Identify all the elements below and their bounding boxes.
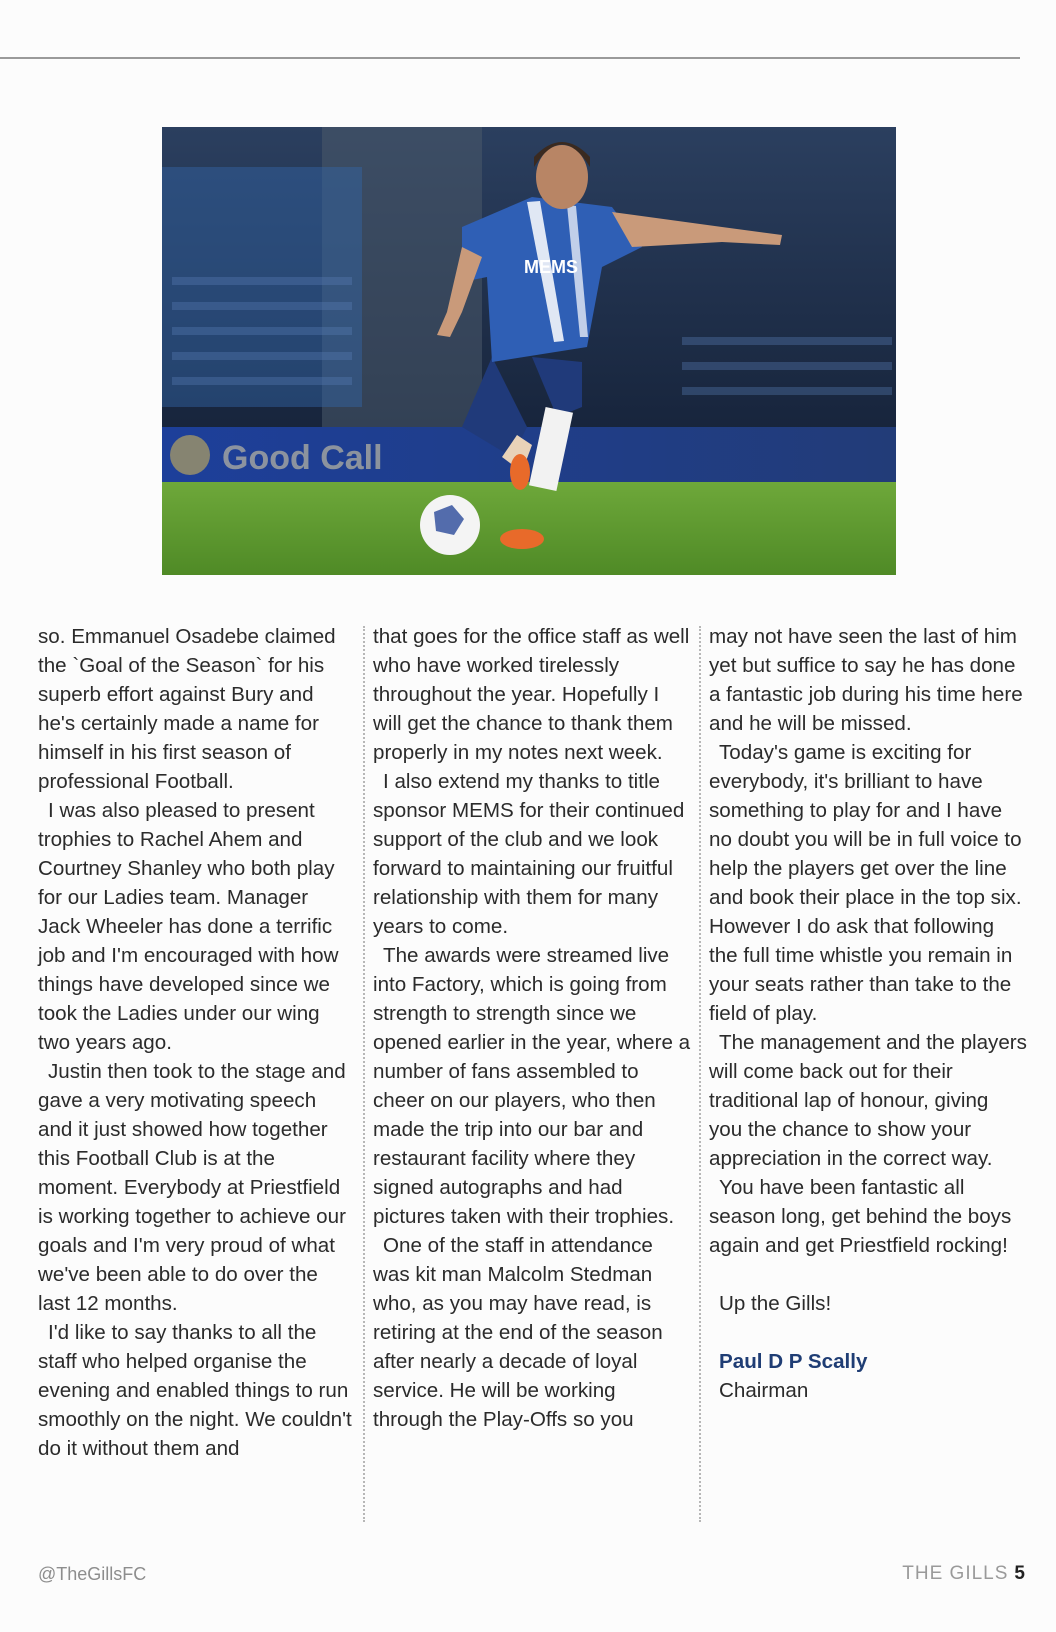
footer-twitter-handle: @TheGillsFC	[38, 1564, 147, 1584]
signoff: Up the Gills!	[719, 1292, 832, 1315]
paragraph: The awards were streamed live into Factory, which is going from strength to strength since we opened earlier in the year, where a number of fans assembled to cheer on our players, who then made the trip into our bar and restaurant facility where they signed autographs and had pictures taken with their trophies.	[373, 944, 691, 1228]
article-photo	[162, 127, 896, 575]
top-rule	[0, 57, 1020, 59]
column-1	[38, 622, 354, 1463]
signature-name: Paul D P Scally	[719, 1350, 868, 1373]
column-divider	[363, 626, 365, 1522]
paragraph: I also extend my thanks to title sponsor MEMS for their continued support of the club and we look forward to maintaining our fruitful relationship with them for many years to come.	[373, 770, 685, 938]
paragraph: that goes for the office staff as well who have worked tirelessly throughout the year. Hopefully I will get the chance to thank them properly in my notes next week.	[373, 625, 690, 764]
page-number: 5	[1014, 1563, 1026, 1584]
footer-folio	[902, 1563, 1026, 1585]
signature-block	[709, 1347, 1027, 1405]
paragraph: I'd like to say thanks to all the staff who helped organise the evening and enabled things to run smoothly on the night. We couldn't do it without them and	[38, 1321, 352, 1460]
column-2	[373, 622, 691, 1434]
article-body	[38, 622, 1028, 1522]
shirt-sponsor: MEMS	[524, 257, 578, 277]
paragraph: The management and the players will come back out for their traditional lap of honour, giving you the chance to show your appreciation in the correct way.	[709, 1031, 1027, 1170]
paragraph: so. Emmanuel Osadebe claimed the `Goal of the Season` for his superb effort against Bury and he's certainly made a name for himself in his first season of professional Football.	[38, 625, 336, 793]
column-divider	[699, 626, 701, 1522]
photo-icon	[162, 127, 896, 575]
paragraph: I was also pleased to present trophies to Rachel Ahem and Courtney Shanley who both play for our Ladies team. Manager Jack Wheeler has done a terrific job and I'm encouraged with how things have developed since we took the Ladies under our wing two years ago.	[38, 799, 339, 1054]
footer-magazine-name: THE GILLS	[902, 1563, 1009, 1584]
board-text: Good Call	[222, 439, 383, 477]
paragraph: One of the staff in attendance was kit man Malcolm Stedman who, as you may have read, is retiring at the end of the season after nearly a decade of loyal service. He will be working through the Play-Offs so you	[373, 1234, 663, 1431]
paragraph: You have been fantastic all season long, get behind the boys again and get Priestfield rocking!	[709, 1176, 1012, 1257]
paragraph: Today's game is exciting for everybody, it's brilliant to have something to play for and I have no doubt you will be in full voice to help the players get over the line and book their place in the top six. However I do ask that following the full time whistle you remain in your seats rather than take to the field of play.	[709, 741, 1022, 1025]
paragraph: Justin then took to the stage and gave a very motivating speech and it just showed how together this Football Club is at the moment. Everybody at Priestfield is working together to achieve our goals and I'm very proud of what we've been able to do over the last 12 months.	[38, 1060, 346, 1315]
column-3	[709, 622, 1027, 1405]
signature-title: Chairman	[719, 1379, 809, 1402]
paragraph: may not have seen the last of him yet but suffice to say he has done a fantastic job during his time here and he will be missed.	[709, 625, 1023, 735]
